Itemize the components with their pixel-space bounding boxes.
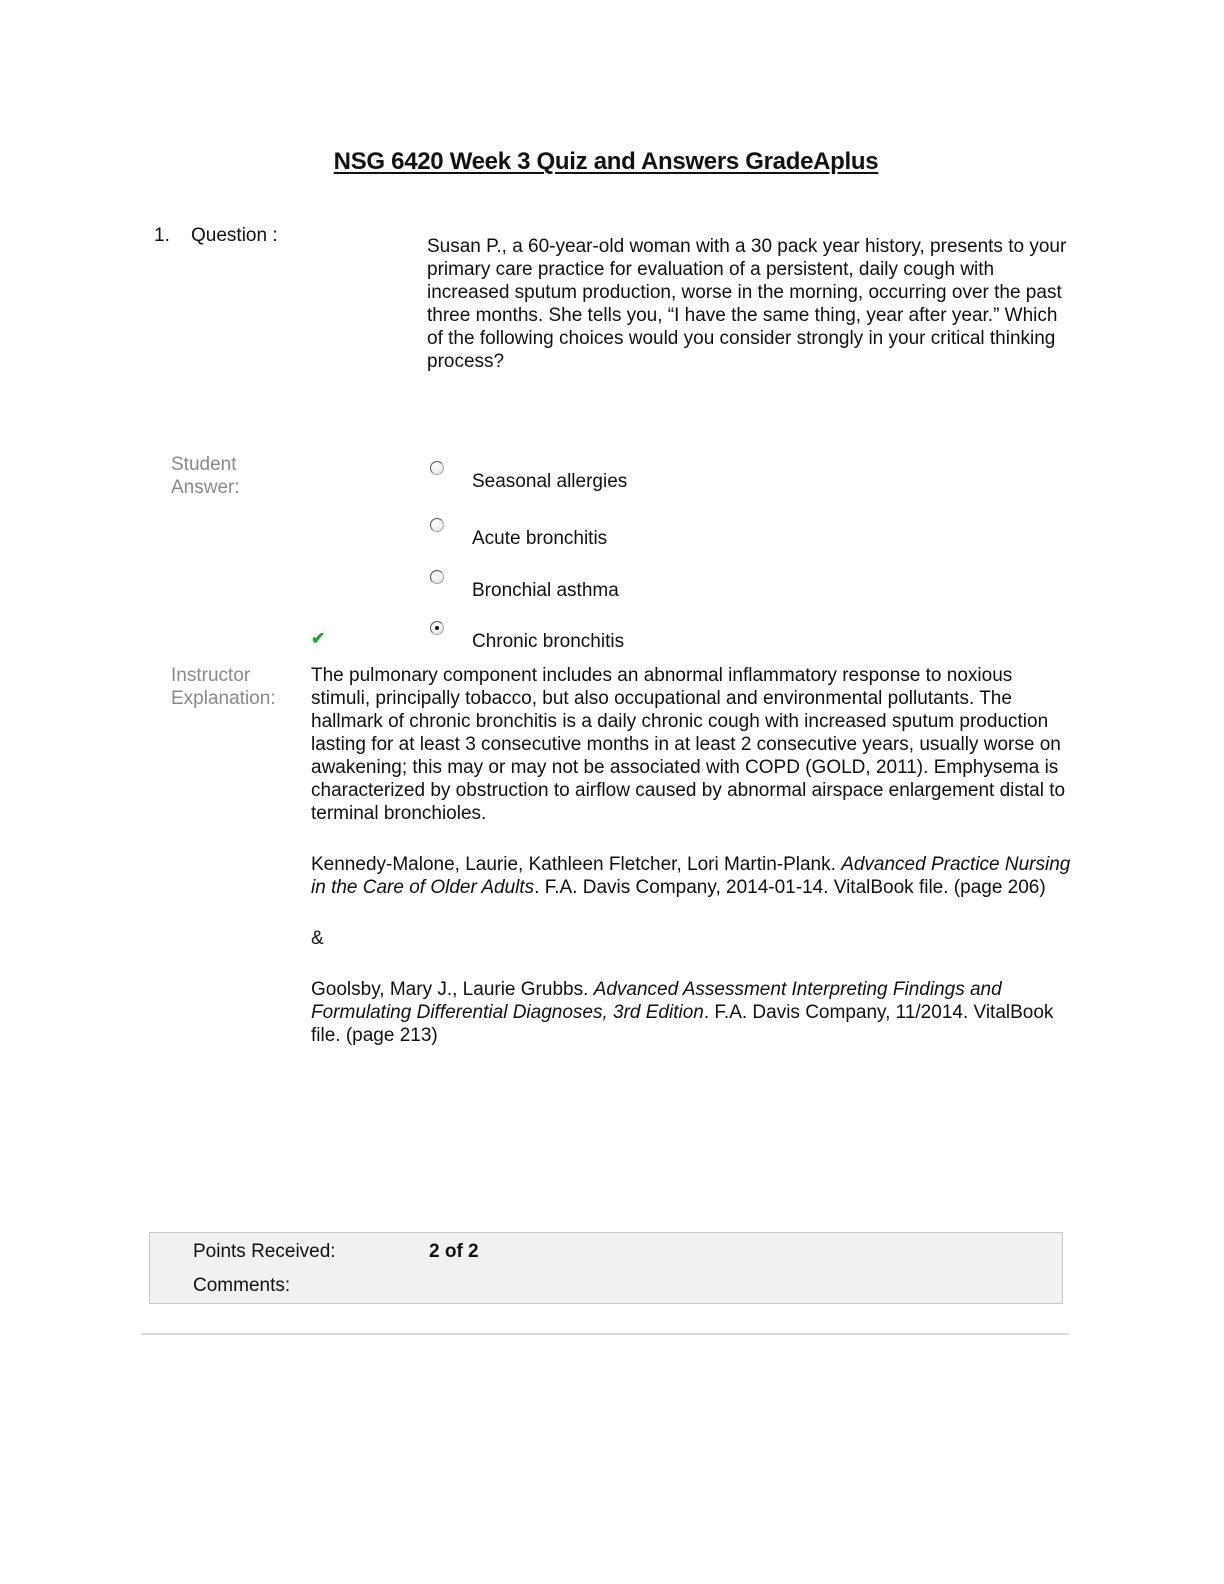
reference-separator: & [311,928,324,949]
reference-2-title: Advanced Assessment Interpreting Findings and Formulating Differential Diagnoses, 3rd Edition [311,979,1002,1023]
instructor-explanation-label-line1: Instructor [171,665,251,686]
document-title: NSG 6420 Week 3 Quiz and Answers GradeAplus [333,148,879,175]
question-text: Susan P., a 60-year-old woman with a 30 pack year history, presents to your primary care practice for evaluation of a persistent, daily cough with increased sputum production, worse in the morning, occurring over the past three months. She tells you, “I have the same thing, year after year.” Which of the following choices would you consider strongly in your critical thinking process? [427,236,1067,372]
reference-1 [311,853,1071,899]
option-seasonal-allergies: Seasonal allergies [472,471,628,492]
reference-2-details: . F.A. Davis Company, 11/2014. VitalBook file. (page 213) [311,1002,1054,1046]
correct-check-icon: ✔ [311,629,326,648]
reference-2-authors: Goolsby, Mary J., Laurie Grubbs. [311,979,594,1000]
comments-label: Comments: [193,1275,291,1296]
instructor-explanation [311,664,1071,1075]
question-label: Question : [191,225,278,246]
reference-1-authors: Kennedy-Malone, Laurie, Kathleen Fletcher, Lori Martin-Plank. [311,854,842,875]
reference-1-title: Advanced Practice Nursing in the Care of Older Adults [311,854,1071,898]
radio-chronic-bronchitis[interactable] [430,621,444,635]
points-received-label: Points Received: [193,1241,336,1262]
radio-acute-bronchitis[interactable] [430,518,444,532]
points-received-value: 2 of 2 [429,1241,479,1262]
question-number: 1. [154,225,170,246]
student-answer-label-line2: Answer: [171,477,240,498]
reference-2 [311,978,1071,1047]
instructor-explanation-label-line2: Explanation: [171,688,276,709]
student-answer-label [171,453,240,499]
section-divider [141,1333,1069,1335]
points-panel [149,1232,1063,1304]
radio-seasonal-allergies[interactable] [430,461,444,475]
reference-1-details: . F.A. Davis Company, 2014-01-14. VitalBook file. (page 206) [534,877,1046,898]
student-answer-label-line1: Student [171,454,237,475]
option-bronchial-asthma: Bronchial asthma [472,580,619,601]
explanation-paragraph: The pulmonary component includes an abnormal inflammatory response to noxious stimuli, principally tobacco, but also occupational and environmental pollutants. The hallmark of chronic bronchitis is a daily chronic cough with increased sputum production lasting for at least 3 consecutive months in at least 2 consecutive years, usually worse on awakening; this may or may not be associated with COPD (GOLD, 2011). Emphysema is characterized by obstruction to airflow caused by abnormal airspace enlargement distal to terminal bronchioles. [311,665,1066,824]
option-chronic-bronchitis: Chronic bronchitis [472,631,625,652]
option-acute-bronchitis: Acute bronchitis [472,528,608,549]
instructor-explanation-label [171,664,276,710]
radio-bronchial-asthma[interactable] [430,570,444,584]
